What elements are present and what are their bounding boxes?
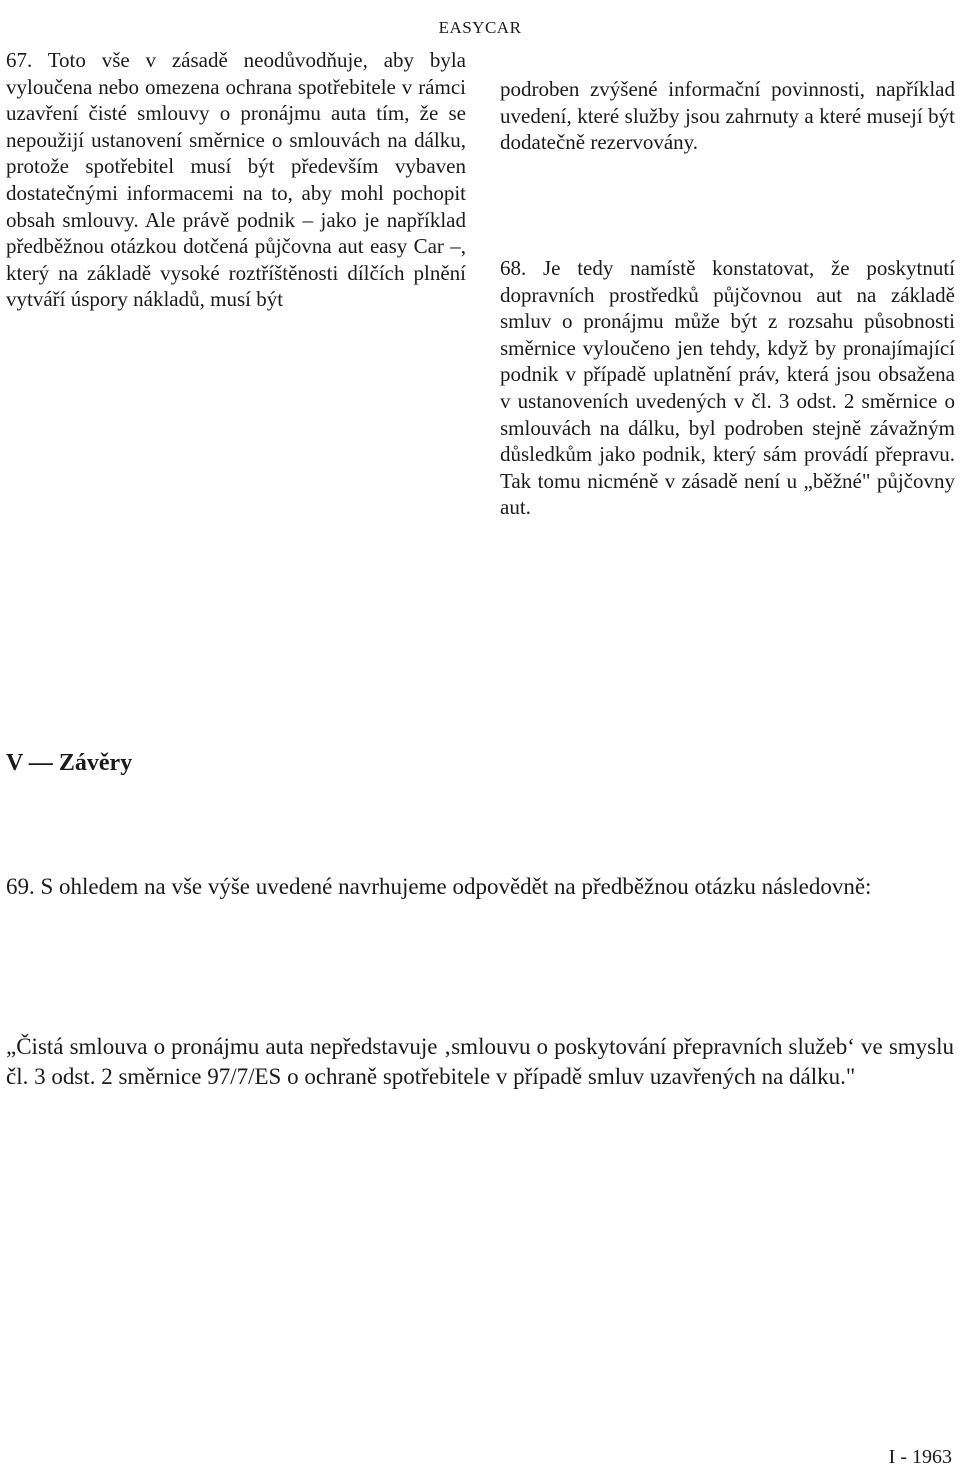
paragraph-69: 69. S ohledem na vše výše uvedené navrhujeme odpovědět na předběžnou otázku následovně: <box>6 874 872 899</box>
paragraph-68: 68. Je tedy namístě konstatovat, že poskytnutí dopravních prostředků půjčovnou aut na základě smluv o pronájmu může být z rozsahu působnosti směrnice vyloučeno jen tehdy, když by pronajímající podnik v případě uplatnění práv, která jsou obsažena v ustanoveních uvedených v čl. 3 odst. 2 směrnice o smlouvách na dálku, byl podroben stejně závažným důsledkům jako podnik, který sám provádí přepravu. Tak tomu nicméně v zásadě není u „běžné" půjčovny aut. <box>500 256 955 520</box>
paragraph-67-continued: podroben zvýšené informační povinnosti, například uvedení, které služby jsou zahrnuty a které musejí být dodatečně rezervovány. <box>500 77 955 155</box>
page-number: I - 1963 <box>888 1446 952 1468</box>
running-header: EASYCAR <box>438 18 522 37</box>
paragraph-67: 67. Toto vše v zásadě neodůvodňuje, aby byla vyloučena nebo omezena ochrana spotřebitele v rámci uzavření čisté smlouvy o pronájmu auta tím, že se nepoužijí ustanovení směrnice o smlouvách na dálku, protože spotřebitel musí být především vybaven dostatečnými informacemi na to, aby mohl pochopit obsah smlouvy. Ale právě podnik – jako je například předběžnou otázkou dotčená půjčovna aut easy Car –, který na základě vysoké roztříštěnosti dílčích plnění vytváří úspory nákladů, musí být <box>6 48 466 312</box>
section-heading: V — Závěry <box>6 750 133 776</box>
proposed-answer-quote: „Čistá smlouva o pronájmu auta nepředstavuje ‚smlouvu o poskytování přepravních služeb‘ ve smyslu čl. 3 odst. 2 směrnice 97/7/ES o ochraně spotřebitele v případě smluv uzavřených na dálku." <box>6 1034 954 1089</box>
